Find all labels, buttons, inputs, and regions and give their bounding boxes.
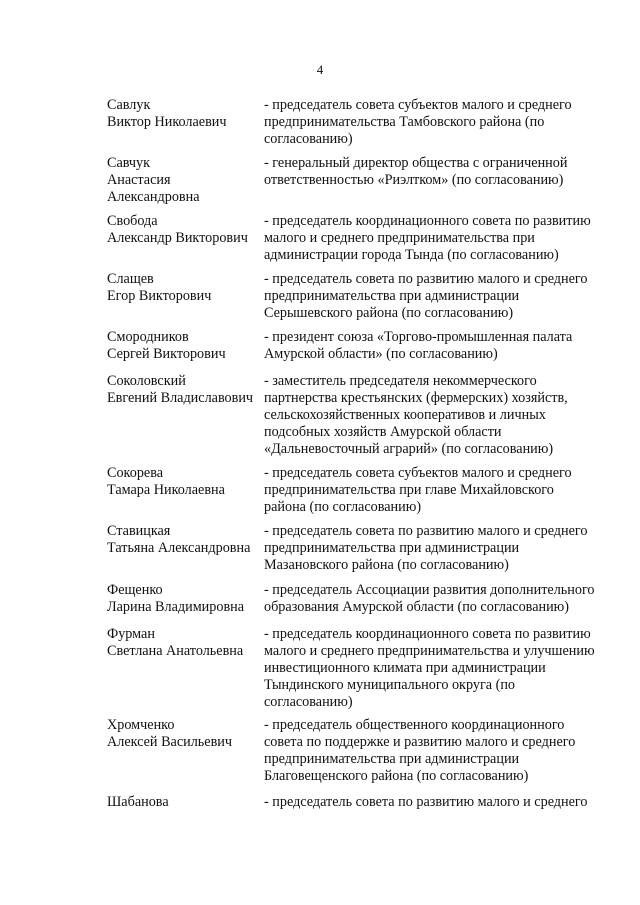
- member-name: Смородников Сергей Викторович: [107, 329, 226, 362]
- member-position: - председатель общественного координационного совета по поддержке и развитию малого и среднего предпринимательства при администрации Благовещенского района (по согласованию): [264, 717, 576, 784]
- member-position: - председатель совета субъектов малого и среднего предпринимательства Тамбовского района (по согласованию): [264, 97, 572, 147]
- member-position: - председатель координационного совета по развитию малого и среднего предпринимательства и улучшению инвестиционного климата при администрации Тындинского муниципального округа (по согласованию): [264, 626, 595, 710]
- member-position: - председатель совета по развитию малого и среднего предпринимательства при администрации Серышевского района (по согласованию): [264, 271, 588, 321]
- member-name: Сокорева Тамара Николаевна: [107, 465, 225, 498]
- member-name: Свобода Александр Викторович: [107, 213, 248, 246]
- member-name: Соколовский Евгений Владиславович: [107, 373, 254, 406]
- member-position: - председатель Ассоциации развития дополнительного образования Амурской области (по согласованию): [264, 582, 595, 615]
- member-position: - генеральный директор общества с ограниченной ответственностью «Риэлтком» (по согласованию): [264, 155, 568, 188]
- member-position: - президент союза «Торгово-промышленная палата Амурской области» (по согласованию): [264, 329, 573, 362]
- member-name: Фурман Светлана Анатольевна: [107, 626, 244, 659]
- member-position: - председатель координационного совета по развитию малого и среднего предпринимательства при администрации города Тында (по согласованию): [264, 213, 591, 263]
- member-name: Савлук Виктор Николаевич: [107, 97, 227, 130]
- member-name: Савчук Анастасия Александровна: [107, 155, 200, 205]
- member-position: - заместитель председателя некоммерческого партнерства крестьянских (фермерских) хозяйств, сельскохозяйственных кооперативов и личных подсобных хозяйств Амурской области «Дальневосточный аграрий» (по согласованию): [264, 373, 568, 457]
- member-position: - председатель совета по развитию малого и среднего: [264, 794, 588, 810]
- member-name: Фещенко Ларина Владимировна: [107, 582, 245, 615]
- member-position: - председатель совета субъектов малого и среднего предпринимательства при главе Михайловского района (по согласованию): [264, 465, 572, 515]
- member-name: Шабанова: [107, 794, 169, 810]
- member-position: - председатель совета по развитию малого и среднего предпринимательства при администрации Мазановского района (по согласованию): [264, 523, 588, 573]
- member-name: Ставицкая Татьяна Александровна: [107, 523, 251, 556]
- member-name: Слащев Егор Викторович: [107, 271, 212, 304]
- page-number: 4: [316, 62, 324, 77]
- member-name: Хромченко Алексей Васильевич: [107, 717, 232, 750]
